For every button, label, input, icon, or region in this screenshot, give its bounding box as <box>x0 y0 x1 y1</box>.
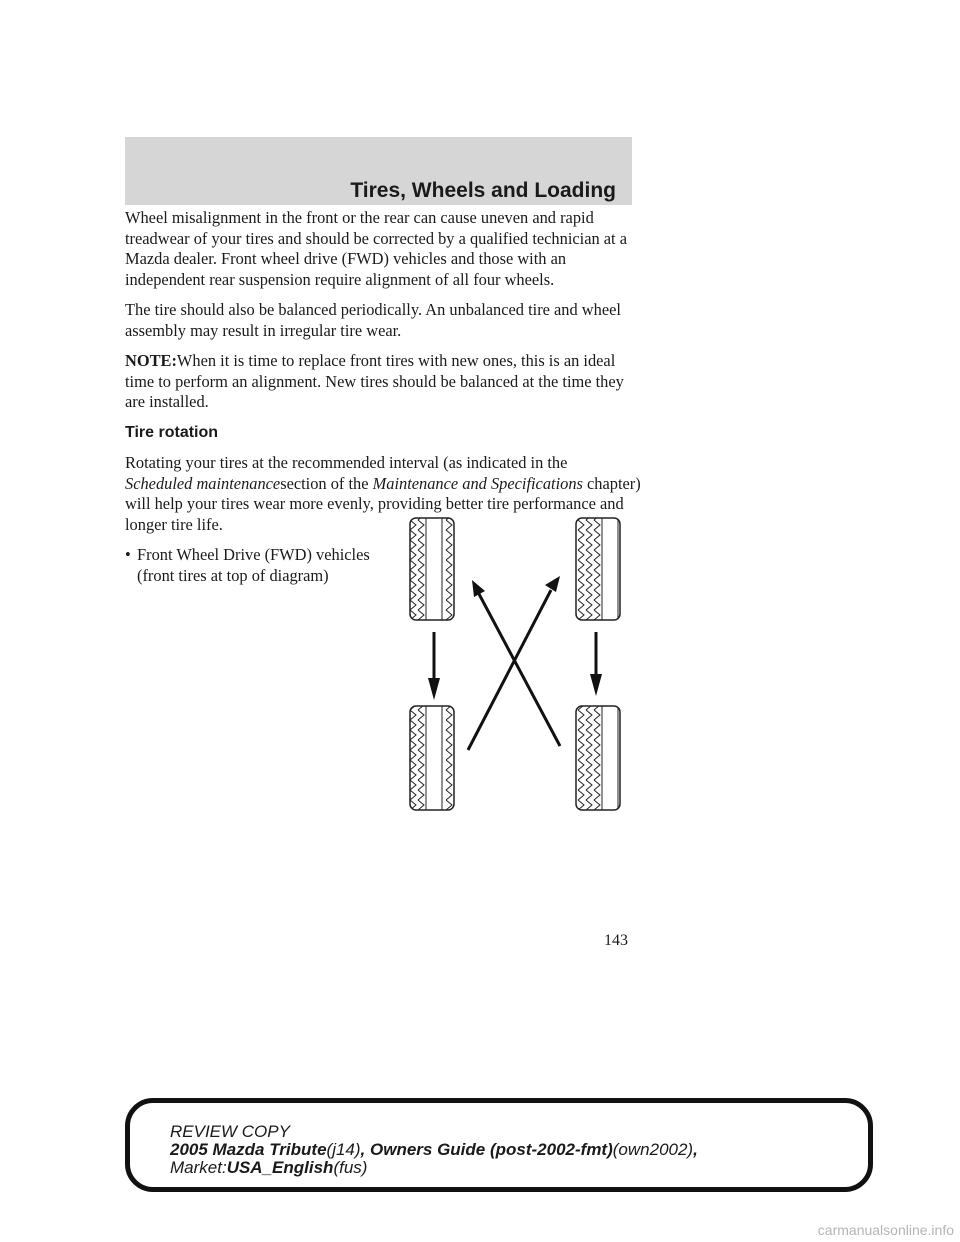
maintenance-specifications-reference: Maintenance and Specifications <box>372 473 583 493</box>
watermark: carmanualsonline.info <box>817 1222 954 1238</box>
bullet-text: Front Wheel Drive (FWD) vehicles (front tires at top of diagram) <box>137 545 370 585</box>
rotation-text-1: Rotating your tires at the recommended interval (as indicated in the <box>125 453 568 472</box>
footer-market-line <box>170 1159 698 1177</box>
rotation-text-3: chapter) will help your tires wear more evenly, providing better tire performance and longer tire life. <box>125 473 641 534</box>
scheduled-maintenance-reference: Scheduled maintenance <box>125 473 281 493</box>
tire-front-left-icon <box>410 518 454 620</box>
note-text: When it is time to replace front tires with new ones, this is an ideal time to perform an alignment. New tires should be balanced at the time they are installed. <box>125 351 624 411</box>
market-code: (fus) <box>333 1158 368 1177</box>
section-title: Tires, Wheels and Loading <box>350 179 616 202</box>
model-code: (j14) <box>326 1140 361 1159</box>
review-copy-label: REVIEW COPY <box>170 1122 290 1141</box>
note-paragraph <box>125 351 645 413</box>
bullet-item-fwd <box>125 545 375 586</box>
separator: , <box>360 1140 370 1159</box>
market-label: Market: <box>170 1158 227 1177</box>
tire-rotation-diagram <box>390 510 650 820</box>
arrow-rear-right-to-front-left-icon <box>472 580 560 746</box>
guide-name: Owners Guide (post-2002-fmt) <box>370 1140 613 1159</box>
model-name: 2005 Mazda Tribute <box>170 1140 327 1159</box>
tire-rear-right-icon <box>576 706 620 810</box>
footer-text <box>170 1123 698 1177</box>
review-copy-footer <box>125 1098 873 1192</box>
tire-front-right-icon <box>576 518 620 620</box>
market-value: USA_English <box>226 1158 334 1177</box>
paragraph-balance: The tire should also be balanced periodically. An unbalanced tire and wheel assembly may result in irregular tire wear. <box>125 300 621 340</box>
separator: , <box>693 1140 698 1159</box>
guide-code: (own2002) <box>612 1140 694 1159</box>
tire-rear-left-icon <box>410 706 454 810</box>
page-number: 143 <box>604 932 628 949</box>
bullet-marker: • <box>125 545 131 564</box>
note-label: NOTE: <box>125 351 177 370</box>
rotation-text-2: section of the <box>280 473 373 493</box>
arrow-front-right-to-rear-right-icon <box>590 632 602 696</box>
arrow-front-left-to-rear-left-icon <box>428 632 440 700</box>
paragraph-alignment: Wheel misalignment in the front or the rear can cause uneven and rapid treadwear of your tires and should be corrected by a qualified technician at a Mazda dealer. Front wheel drive (FWD) vehicles and those with an independent rear suspension require alignment of all four wheels. <box>125 208 627 289</box>
section-header <box>125 137 632 205</box>
subheading-tire-rotation: Tire rotation <box>125 423 219 441</box>
footer-model-line <box>170 1141 698 1159</box>
